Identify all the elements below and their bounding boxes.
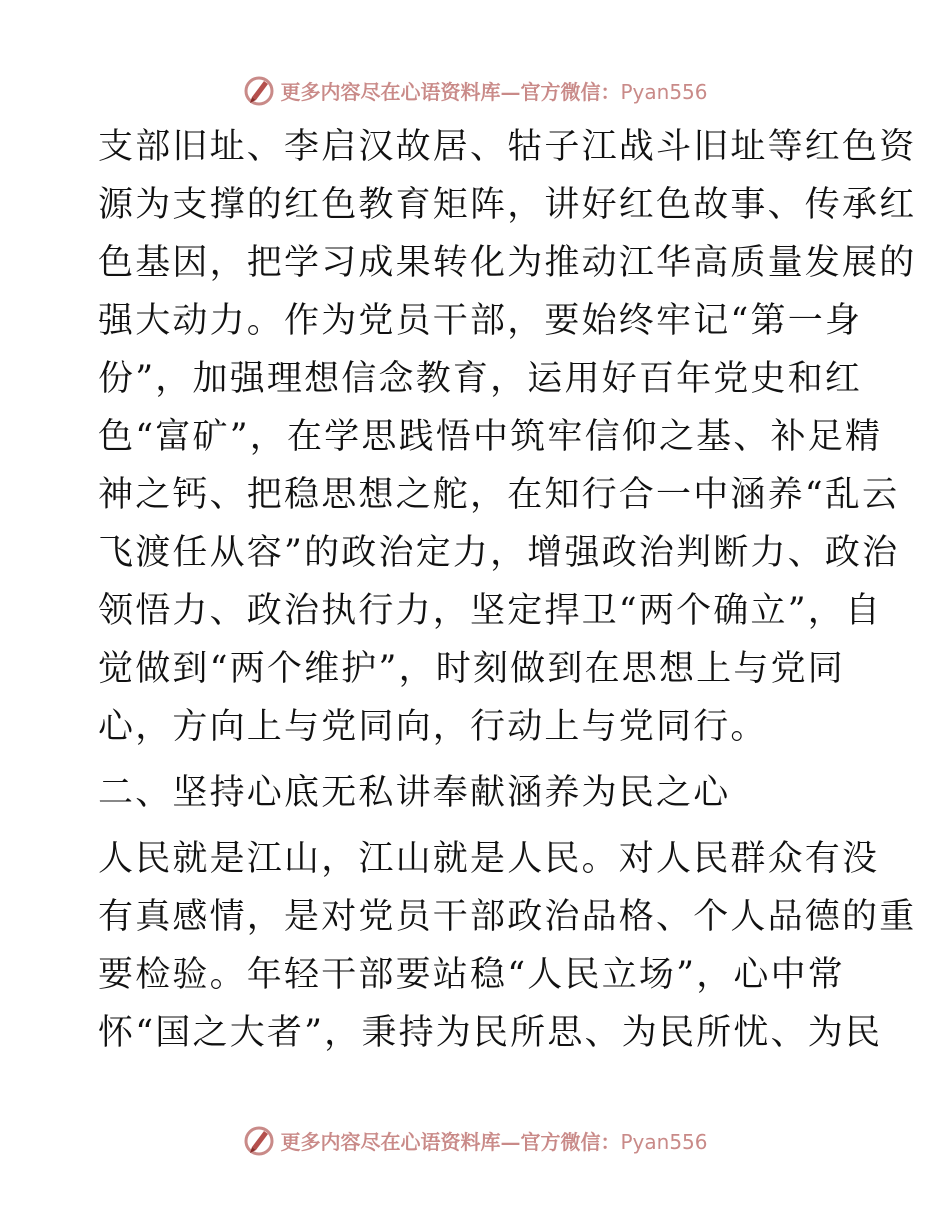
text-line: 份”，加强理想信念教育，运用好百年党史和红 <box>98 359 863 399</box>
section-heading: 二、坚持心底无私讲奉献涵养为民之心 <box>98 773 731 813</box>
pen-circle-logo-icon <box>242 1123 276 1157</box>
wechat-id: Pyan556 <box>620 1129 708 1154</box>
text-line: 有真感情，是对党员干部政治品格、个人品德的重 <box>98 897 917 937</box>
text-line: 心，方向上与党同向，行动上与党同行。 <box>98 707 768 747</box>
text-line: 觉做到“两个维护”，时刻做到在思想上与党同 <box>98 649 845 689</box>
paragraph-2 <box>98 830 917 1062</box>
text-line: 领悟力、政治执行力，坚定捍卫“两个确立”，自 <box>98 591 883 631</box>
pen-circle-logo-icon <box>242 73 276 107</box>
text-line: 神之钙、把稳思想之舵，在知行合一中涵养“乱云 <box>98 475 900 515</box>
text-line: 人民就是江山，江山就是人民。对人民群众有没 <box>98 839 880 879</box>
footer-watermark <box>0 1120 950 1160</box>
wechat-id: Pyan556 <box>620 79 708 104</box>
document-body <box>98 118 917 1062</box>
text-line: 怀“国之大者”，秉持为民所思、为民所忧、为民 <box>98 1013 883 1053</box>
text-line: 色基因，把学习成果转化为推动江华高质量发展的 <box>98 243 917 283</box>
text-line: 飞渡任从容”的政治定力，增强政治判断力、政治 <box>98 533 900 573</box>
paragraph-1 <box>98 118 917 756</box>
header-watermark <box>0 70 950 110</box>
text-line: 源为支撑的红色教育矩阵，讲好红色故事、传承红 <box>98 185 917 225</box>
text-line: 支部旧址、李启汉故居、牯子江战斗旧址等红色资 <box>98 127 917 167</box>
text-line: 强大动力。作为党员干部，要始终牢记“第一身 <box>98 301 863 341</box>
watermark-text: 更多内容尽在心语资料库—官方微信：Pyan556 <box>280 1129 708 1154</box>
text-line: 要检验。年轻干部要站稳“人民立场”，心中常 <box>98 955 845 995</box>
text-line: 色“富矿”，在学思践悟中筑牢信仰之基、补足精 <box>98 417 883 457</box>
watermark-text: 更多内容尽在心语资料库—官方微信：Pyan556 <box>280 79 708 104</box>
